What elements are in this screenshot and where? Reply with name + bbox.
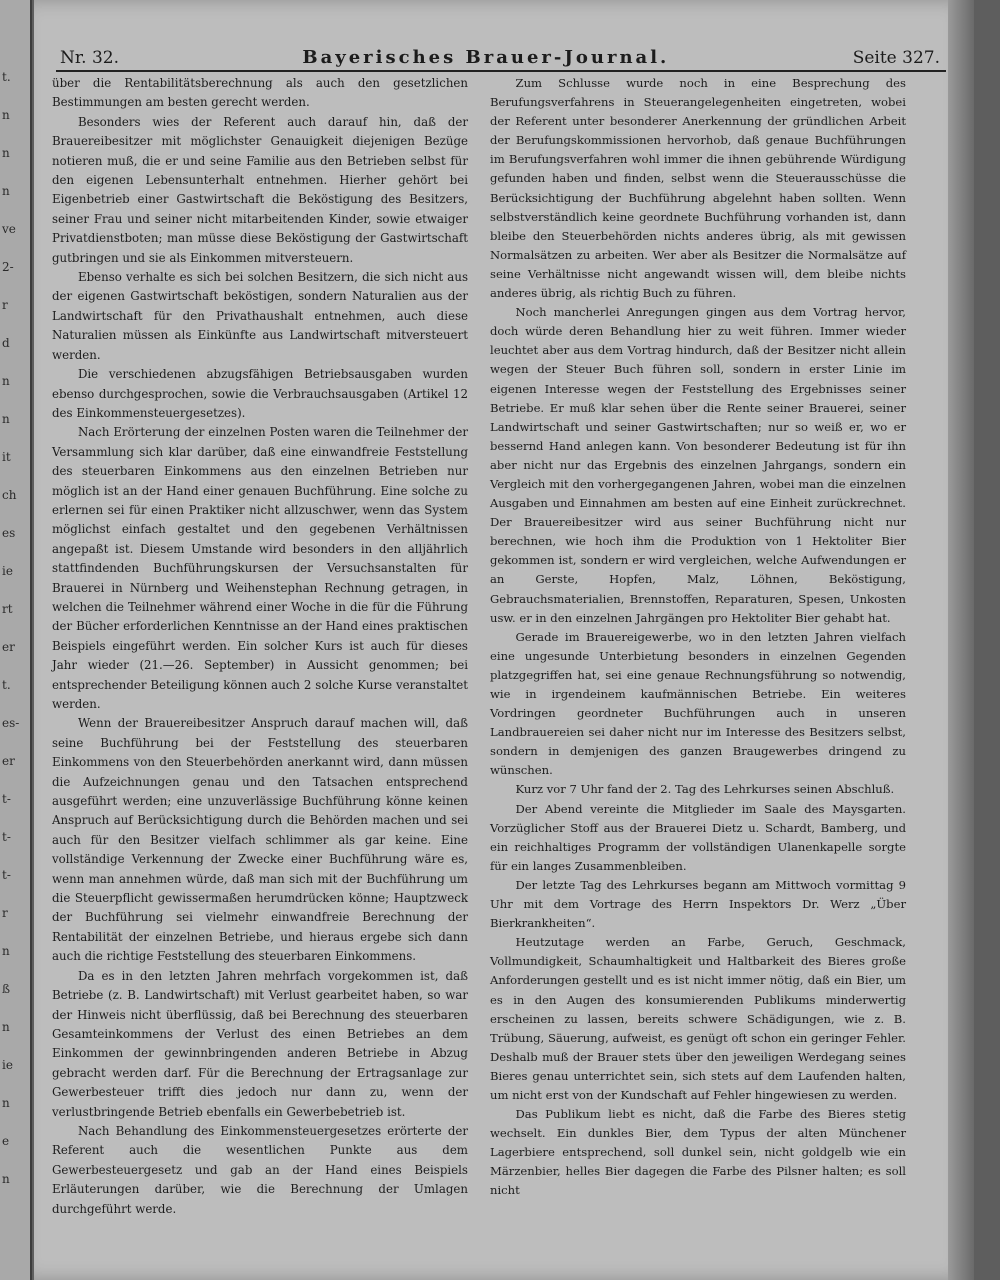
edge-text-fragment: n [2, 1096, 10, 1110]
paragraph: Da es in den letzten Jahren mehrfach vorgekommen ist, daß Betriebe (z. B. Landwirtschaft) mit Verlust gearbeitet haben, so war der Hinweis nicht überflüssig, daß bei Berechnung des steuerbaren Gesamteinkommens der Verlust des einen Betriebes an dem Einkommen der gewinnbringenden anderen Betriebe in Abzug gebracht werden darf. Für die Berechnung der Ertragsanlage zur Gewerbesteuer trifft dies jedoch nur dann zu, wenn der verlustbringende Betrieb ebenfalls ein Gewerbebetrieb ist. [52, 968, 468, 1119]
edge-text-fragment: er [2, 640, 15, 654]
paragraph: Nach Erörterung der einzelnen Posten waren die Teilnehmer der Versammlung sich klar darüber, daß eine einwandfreie Feststellung des steuerbaren Einkommens aus den einzelnen Betrieben nur möglich ist an der Hand einer genauen Buchführung. Eine solche zu erlernen sei für einen Praktiker nicht allzuschwer, wenn das System möglichst einfach gestaltet und den gegebenen Verhältnissen angepaßt ist. Diesem Umstande wird besonders in den alljährlich stattfindenden Buchführungskursen der Versuchsanstalten für Brauerei in Nürnberg und Weihenstephan Rechnung getragen, in welchen die Teilnehmer während einer Woche in die für die Führung der Bücher erforderlichen Kenntnisse an der Hand eines praktischen Beispiels eingeführt werden. Ein solcher Kurs ist auch für dieses Jahr wieder (21.—26. September) in Aussicht genommen; bei entsprechender Beteiligung können auch 2 solche Kurse veranstaltet werden. [52, 425, 468, 711]
paragraph: Die verschiedenen abzugsfähigen Betriebsausgaben wurden ebenso durchgesprochen, sowie die Verbrauchsausgaben (Artikel 12 des Einkommensteuergesetzes). [52, 367, 468, 420]
edge-text-fragment: n [2, 374, 10, 388]
document-page [34, 0, 974, 1280]
edge-text-fragment: t- [2, 868, 11, 882]
edge-text-fragment: t. [2, 70, 11, 84]
edge-text-fragment: it [2, 450, 11, 464]
edge-text-fragment: n [2, 412, 10, 426]
paragraph: Heutzutage werden an Farbe, Geruch, Geschmack, Vollmundigkeit, Schaumhaltigkeit und Haltbarkeit des Bieres große Anforderungen gestellt und es ist nicht immer nötig, daß ein Bier, um es in den Augen des konsumierenden Publikums minderwertig erscheinen zu lassen, bereits schwere Schädigungen, wie z. B. Trübung, Säuerung, aufweist, es genügt oft schon ein geringer Fehler. Deshalb muß der Brauer stets über den jeweiligen Werdegang seines Bieres genau unterrichtet sein, sich stets auf dem Laufenden halten, um nicht erst von der Kundschaft auf Fehler hingewiesen zu werden. [490, 935, 906, 1102]
edge-text-fragment: r [2, 298, 8, 312]
edge-text-fragment: t- [2, 792, 11, 806]
adjacent-page-edge [0, 0, 32, 1280]
edge-text-fragment: d [2, 336, 10, 350]
edge-text-fragment: n [2, 944, 10, 958]
edge-text-fragment: ch [2, 488, 17, 502]
paragraph: Das Publikum liebt es nicht, daß die Farbe des Bieres stetig wechselt. Ein dunkles Bier, dem Typus der alten Münchener Lagerbiere entsprechend, soll dunkel sein, nicht goldgelb wie ein Märzenbier, helles Bier dagegen die Farbe des Pilsner halten; es soll nicht [490, 1107, 906, 1198]
edge-text-fragment: ve [2, 222, 16, 236]
edge-text-fragment: n [2, 146, 10, 160]
issue-number: Nr. 32. [60, 48, 119, 68]
edge-text-fragment: es [2, 526, 16, 540]
header-rule [56, 70, 946, 72]
page-header [60, 38, 940, 68]
edge-text-fragment: n [2, 108, 10, 122]
page-binding-shadow [948, 0, 974, 1280]
edge-text-fragment: es- [2, 716, 20, 730]
edge-text-fragment: n [2, 1172, 10, 1186]
right-column [490, 74, 906, 1201]
paragraph: über die Rentabilitätsberechnung als auch den gesetzlichen Bestimmungen am besten gerecht werden. [52, 76, 468, 110]
edge-text-fragment: t- [2, 830, 11, 844]
edge-text-fragment: rt [2, 602, 13, 616]
paragraph: Noch mancherlei Anregungen gingen aus dem Vortrag hervor, doch würde deren Behandlung hier zu weit führen. Immer wieder leuchtet aber aus dem Vortrag hindurch, daß der Besitzer nicht allein wegen der Steuer Buch führen soll, sondern in erster Linie im eigenen Interesse wegen der Feststellung des Ergebnisses seiner Betriebe. Er muß klar sehen über die Rente seiner Brauerei, seiner Landwirtschaft und seiner Gastwirtschaften; nur so weiß er, wo er bessernd Hand anlegen kann. Von besonderer Bedeutung ist für ihn aber nicht nur das Ergebnis des einzelnen Jahrgangs, sondern ein Vergleich mit den vorhergegangenen Jahren, wobei man die einzelnen Ausgaben und Einnahmen am besten auf eine Einheit zurückrechnet. Der Brauereibesitzer wird aus seiner Buchführung nicht nur berechnen, wie hoch ihm die Produktion von 1 Hektoliter Bier gekommen ist, sondern er wird vergleichen, welche Aufwendungen er an Gerste, Hopfen, Malz, Löhnen, Beköstigung, Gebrauchsmaterialien, Brennstoffen, Reparaturen, Spesen, Unkosten usw. er in den einzelnen Jahrgängen pro Hektoliter Bier gehabt hat. [490, 305, 906, 625]
paragraph: Nach Behandlung des Einkommensteuergesetzes erörterte der Referent auch die wesentlichen Punkte aus dem Gewerbesteuergesetz und gab an der Hand eines Beispiels Erläuterungen darüber, wie die Berechnung der Umlagen durchgeführt werde. [52, 1123, 468, 1216]
paragraph: Zum Schlusse wurde noch in eine Besprechung des Berufungsverfahrens in Steuerangelegenheiten eingetreten, wobei der Referent unter besonderer Anerkennung der gründlichen Arbeit der Berufungskommissionen hervorhob, daß genaue Buchführungen im Berufungsverfahren wohl immer die ihnen gebührende Würdigung gefunden haben und finden, selbst wenn die Steuerausschüsse die Berücksichtigung der Buchführung abgelehnt haben sollten. Wenn selbstverständlich keine geordnete Buchführung vorhanden ist, dann bleibe den Steuerbehörden nichts anderes übrig, als mit gewissen Normalsätzen zu arbeiten. Wer aber als Besitzer die Normalsätze auf seine Verhältnisse nicht angewandt wissen will, dem bleibe nichts anderes übrig, als richtig Buch zu führen. [490, 76, 906, 301]
edge-text-fragment: e [2, 1134, 10, 1148]
edge-text-fragment: n [2, 1020, 10, 1034]
edge-text-fragment: 2- [2, 260, 14, 274]
edge-text-fragment: ie [2, 564, 13, 578]
paragraph: Ebenso verhalte es sich bei solchen Besitzern, die sich nicht aus der eigenen Gastwirtschaft beköstigen, sondern Naturalien aus der Landwirtschaft für den Privathaushalt entnehmen, auch diese Naturalien müssen als Einkünfte aus Landwirtschaft mitversteuert werden. [52, 270, 468, 362]
paragraph: Gerade im Brauereigewerbe, wo in den letzten Jahren vielfach eine ungesunde Unterbietung besonders in einzelnen Gegenden platzgegriffen hat, sei eine genaue Rechnungsführung so notwendig, wie in irgendeinem kaufmännischen Betriebe. Ein weiteres Vordringen geordneter Buchführungen auch in unseren Landbrauereien sei daher nicht nur im Interesse des Besitzers selbst, sondern in demjenigen des ganzen Braugewerbes dringend zu wünschen. [490, 629, 906, 778]
edge-text-fragment: ie [2, 1058, 13, 1072]
left-column [52, 74, 468, 1219]
edge-text-fragment: t. [2, 678, 11, 692]
paragraph: Besonders wies der Referent auch darauf hin, daß der Brauereibesitzer mit möglichster Genauigkeit diejenigen Bezüge notieren muß, die er und seine Familie aus den Betrieben selbst für den eigenen Lebensunterhalt entnehmen. Hierher gehört bei Eigenbetrieb einer Gastwirtschaft die Beköstigung des Besitzers, seiner Frau und seiner nicht mitarbeitenden Kinder, sowie etwaiger Privatdienstboten; man müsse diese Beköstigung der Gastwirtschaft gutbringen und sie als Einkommen mitversteuern. [52, 114, 468, 265]
edge-text-fragment: r [2, 906, 8, 920]
paragraph: Wenn der Brauereibesitzer Anspruch darauf machen will, daß seine Buchführung bei der Feststellung des steuerbaren Einkommens von den Steuerbehörden anerkannt wird, dann müssen die Aufzeichnungen genau und den Tatsachen entsprechend ausgeführt werden; eine unzuverlässige Buchführung könne keinen Anspruch auf Berücksichtigung durch die Behörden machen und sei auch für den Besitzer vielfach schlimmer als gar keine. Eine vollständige Verkennung der Zwecke einer Buchführung wäre es, wenn man annehmen würde, daß man sich mit der Buchführung um die Steuerpflicht gewissermaßen herumdrücken könne; Hauptzweck der Buchführung sei vielmehr einwandfreie Berechnung der Rentabilität der einzelnen Betriebe, und hieraus ergebe sich dann auch die richtige Feststellung des steuerbaren Einkommens. [52, 716, 468, 964]
paragraph: Der letzte Tag des Lehrkurses begann am Mittwoch vormittag 9 Uhr mit dem Vortrage des Herrn Inspektors Dr. Werz „Über Bierkrankheiten“. [490, 877, 906, 931]
edge-text-fragment: ß [2, 982, 11, 996]
edge-text-fragment: er [2, 754, 15, 768]
paragraph: Der Abend vereinte die Mitglieder im Saale des Maysgarten. Vorzüglicher Stoff aus der Brauerei Dietz u. Schardt, Bamberg, und ein reichhaltiges Programm der vollständigen Ulanenkapelle sorgte für ein langes Zusammenbleiben. [490, 801, 906, 873]
page-number: Seite 327. [852, 48, 940, 68]
journal-title: Bayerisches Brauer-Journal. [302, 47, 670, 68]
edge-text-fragment: n [2, 184, 10, 198]
paragraph: Kurz vor 7 Uhr fand der 2. Tag des Lehrkurses seinen Abschluß. [515, 782, 895, 797]
